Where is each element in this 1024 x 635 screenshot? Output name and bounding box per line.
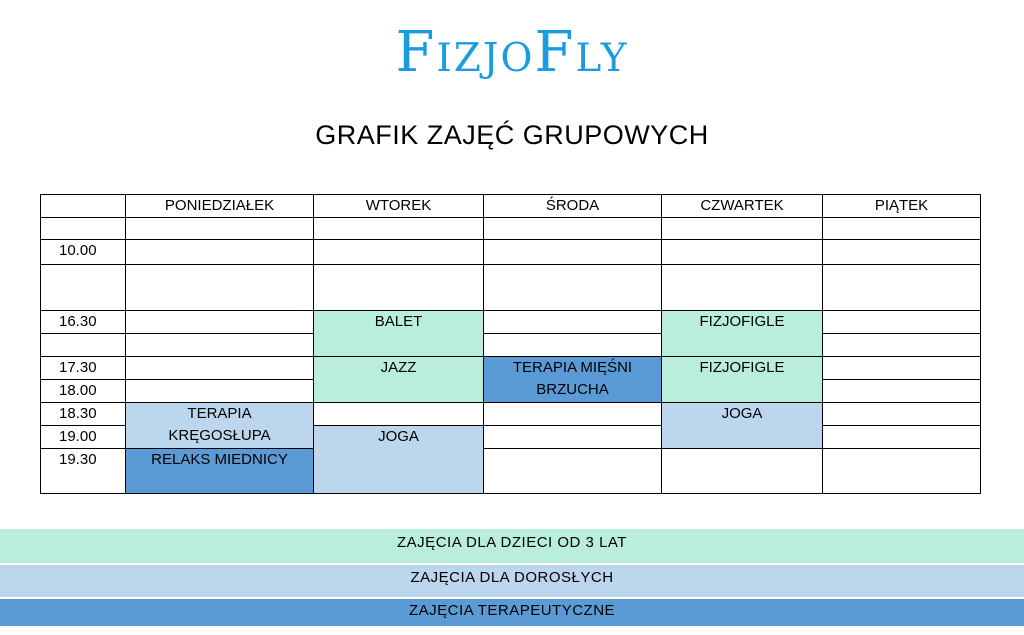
class-terapia-kregoslupa[interactable]: TERAPIA KRĘGOSŁUPA <box>126 403 314 449</box>
legend-therapy: ZAJĘCIA TERAPEUTYCZNE <box>0 599 1024 626</box>
table-row <box>41 403 981 426</box>
table-row <box>41 334 981 357</box>
day-header: PIĄTEK <box>823 195 981 218</box>
day-header: ŚRODA <box>484 195 662 218</box>
time-label: 10.00 <box>41 240 126 265</box>
table-row <box>41 311 981 334</box>
class-balet[interactable]: BALET <box>314 311 484 357</box>
time-label: 16.30 <box>41 311 126 334</box>
time-label: 19.00 <box>41 426 126 449</box>
day-header: PONIEDZIAŁEK <box>126 195 314 218</box>
class-jazz[interactable]: JAZZ <box>314 357 484 403</box>
class-joga[interactable]: JOGA <box>662 403 823 449</box>
legend-adults: ZAJĘCIA DLA DOROSŁYCH <box>0 565 1024 597</box>
table-row <box>41 449 981 494</box>
header-row <box>41 195 981 218</box>
time-label: 18.00 <box>41 380 126 403</box>
table-row <box>41 218 981 240</box>
class-joga[interactable]: JOGA <box>314 426 484 494</box>
page-title: GRAFIK ZAJĘĆ GRUPOWYCH <box>315 120 709 150</box>
day-header: WTOREK <box>314 195 484 218</box>
brand-logo: FizjoFly <box>395 20 629 85</box>
class-fizjofigle[interactable]: FIZJOFIGLE <box>662 357 823 403</box>
legend-kids: ZAJĘCIA DLA DZIECI OD 3 LAT <box>0 529 1024 563</box>
table-row <box>41 357 981 380</box>
time-label: 18.30 <box>41 403 126 426</box>
table-row <box>41 240 981 265</box>
class-fizjofigle[interactable]: FIZJOFIGLE <box>662 311 823 357</box>
day-header: CZWARTEK <box>662 195 823 218</box>
time-label: 17.30 <box>41 357 126 380</box>
table-row <box>41 265 981 311</box>
corner-cell <box>41 195 126 218</box>
schedule-table <box>40 194 981 494</box>
class-terapia-miesni-brzucha[interactable]: TERAPIA MIĘŚNI BRZUCHA <box>484 357 662 403</box>
time-label: 19.30 <box>41 449 126 494</box>
class-relaks-miednicy[interactable]: RELAKS MIEDNICY <box>126 449 314 494</box>
